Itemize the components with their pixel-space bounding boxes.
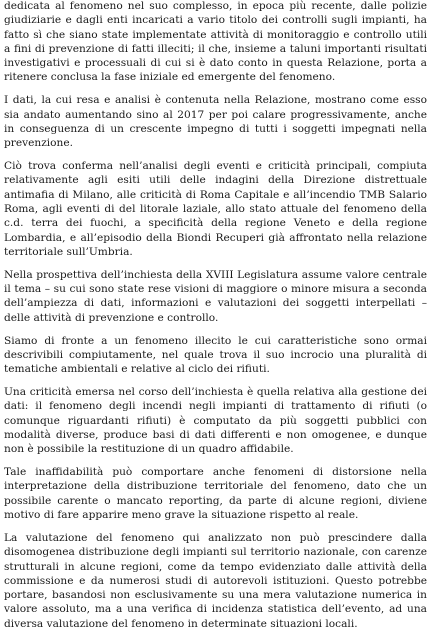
paragraph-4: Nella prospettiva dell’inchiesta della XVIII Legislatura assume valore centrale il tema – su cui sono state rese visioni di maggiore o minore misura a seconda dell’ampiezza di dati, informazioni e valutazioni dei soggetti interpellati – delle attività di prevenzione e controllo. [4,268,427,324]
paragraph-1: dedicata al fenomeno nel suo complesso, in epoca più recente, dalle polizie giudiziarie e dagli enti incaricati a vario titolo dei controlli sugli impianti, ha fatto sì che siano state implementate attività di monitoraggio e controllo utili a fini di prevenzione di fatti illeciti; il che, insieme a taluni importanti risultati investigativi e processuali di cui si è dato conto in questa Relazione, porta a ritenere conclusa la fase iniziale ed emergente del fenomeno. [4,0,427,84]
paragraph-3: Ciò trova conferma nell’analisi degli eventi e criticità principali, compiuta relativamente agli esiti utili delle indagini della Direzione distrettuale antimafia di Milano, alle criticità di Roma Capitale e all’incendio TMB Salario Roma, agli eventi di del litorale laziale, allo stato attuale del fenomeno della c.d. terra dei fuochi, a specificità della regione Veneto e della regione Lombardia, e all’episodio della Biondi Recuperi già affrontato nella relazione territoriale sull’Umbria. [4,160,427,258]
paragraph-7: Tale inaffidabilità può comportare anche fenomeni di distorsione nella interpretazione della distribuzione territoriale del fenomeno, dato che un possibile carente o mancato reporting, da parte di alcune regioni, diviene motivo di fare apparire meno grave la situazione rispetto al reale. [4,466,427,522]
paragraph-5: Siamo di fronte a un fenomeno illecito le cui caratteristiche sono ormai descrivibili compiutamente, nel quale trova il suo incrocio una pluralità di tematiche ambientali e relative al ciclo dei rifiuti. [4,334,427,376]
document-page [4,0,427,640]
paragraph-2: I dati, la cui resa e analisi è contenuta nella Relazione, mostrano come esso sia andato aumentando sino al 2017 per poi calare progressivamente, anche in conseguenza di un crescente impegno di tutti i soggetti impegnati nella prevenzione. [4,94,427,150]
paragraph-8: La valutazione del fenomeno qui analizzato non può prescindere dalla disomogenea distribuzione degli impianti sul territorio nazionale, con carenze strutturali in alcune regioni, come da tempo evidenziato dalle attività della commissione e da numerosi studi di autorevoli istituzioni. Questo potrebbe portare, basandosi non esclusivamente su una mera valutazione numerica in valore assoluto, ma a una verifica di incidenza statistica dell’evento, ad una diversa valutazione del fenomeno in determinate situazioni locali. [4,531,427,630]
paragraph-6: Una criticità emersa nel corso dell’inchiesta è quella relativa alla gestione dei dati: il fenomeno degli incendi negli impianti di trattamento di rifiuti (o comunque riguardanti rifiuti) è computato da più soggetti pubblici con modalità diverse, produce basi di dati differenti e non omogenee, e dunque non è possibile la restituzione di un quadro affidabile. [4,386,427,456]
